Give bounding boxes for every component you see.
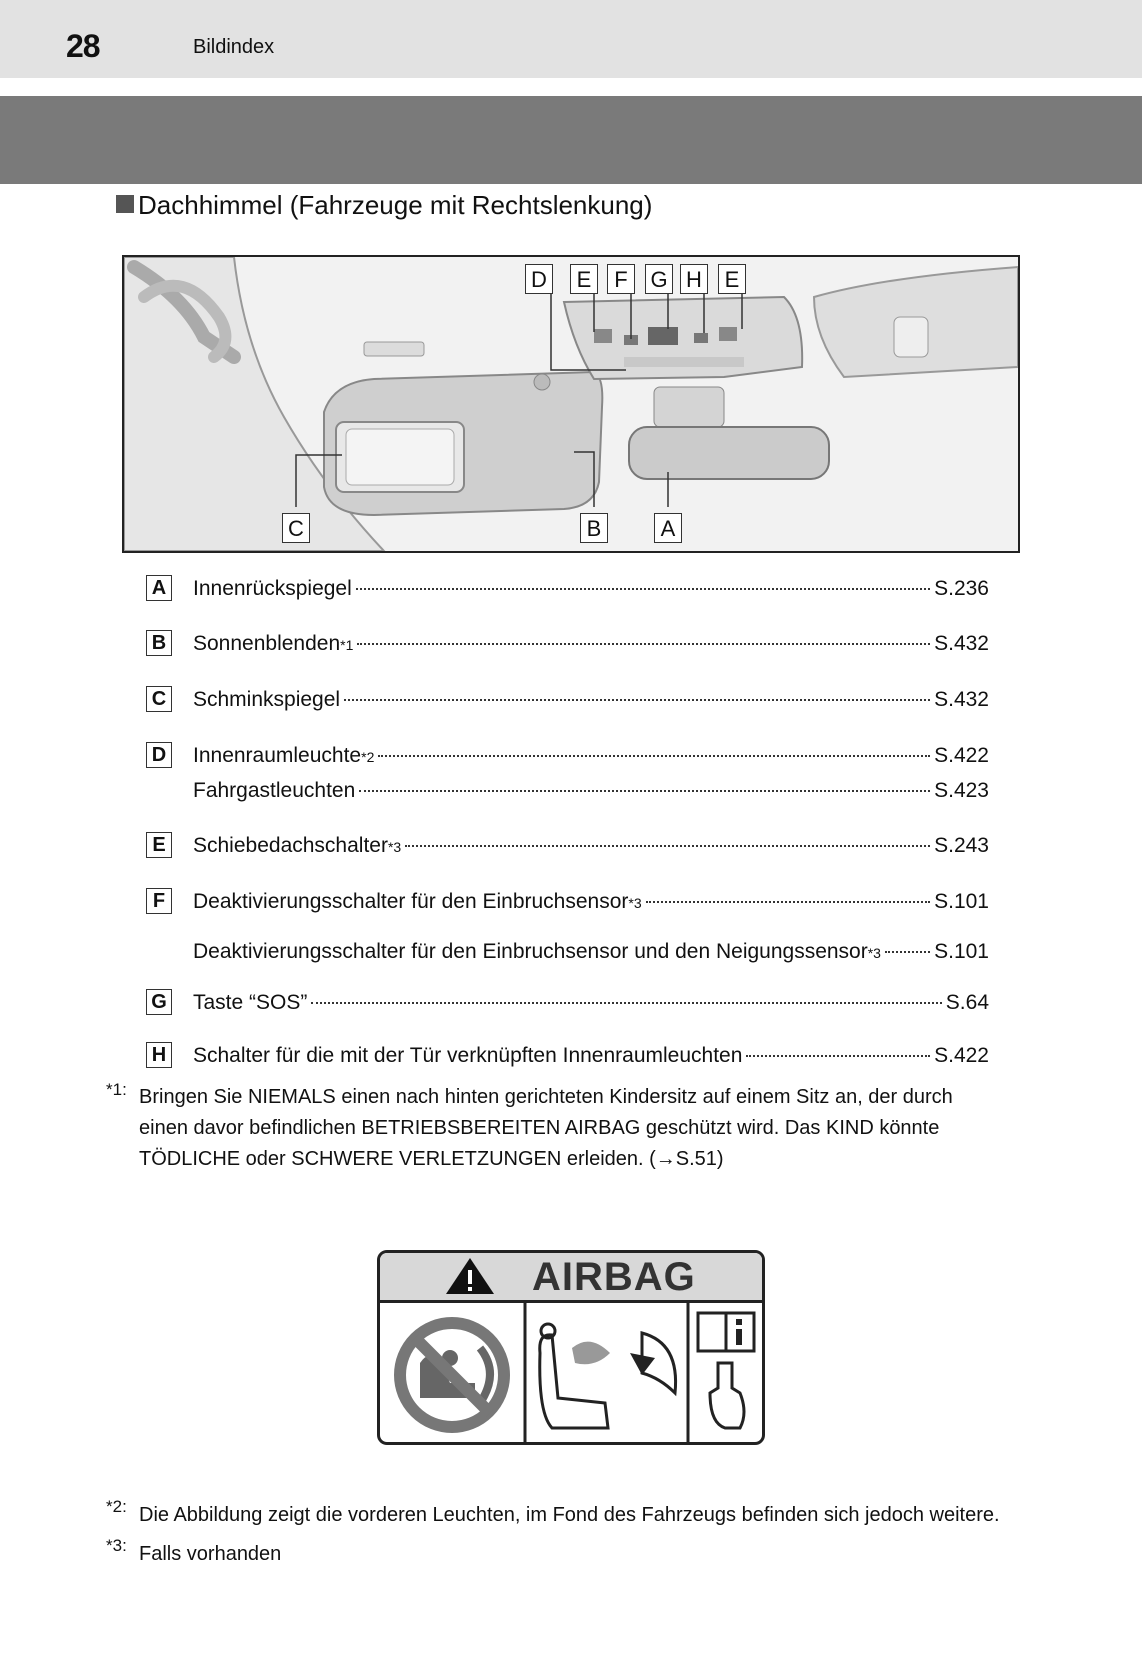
- letter-badge: B: [146, 630, 172, 656]
- list-item: [146, 938, 989, 966]
- callout-g: G: [645, 264, 673, 294]
- footnote-3: Falls vorhanden: [139, 1543, 282, 1565]
- list-item: [146, 686, 989, 714]
- airbag-warning-label: [377, 1250, 765, 1445]
- callout-e: E: [570, 264, 598, 294]
- footnote-ref: *1: [340, 637, 354, 653]
- page-ref[interactable]: S.423: [934, 779, 989, 802]
- callout-d: D: [525, 264, 553, 294]
- page-number: 28: [66, 28, 100, 64]
- footnote-ref: *3: [387, 839, 402, 855]
- footnote-ref: *3: [867, 945, 881, 961]
- entry-label: Sonnenblenden: [193, 632, 341, 655]
- list-item: [146, 742, 989, 770]
- letter-badge: H: [146, 1042, 172, 1068]
- warning-title: AIRBAG: [532, 1255, 696, 1299]
- page-ref[interactable]: S.101: [934, 940, 989, 963]
- heading-text: Dachhimmel (Fahrzeuge mit Rechtslenkung): [138, 190, 653, 220]
- page-ref[interactable]: S.101: [934, 890, 989, 913]
- no-rear-facing-seat-icon: [400, 1323, 504, 1427]
- section-heading: [116, 190, 652, 221]
- page-ref[interactable]: S.432: [934, 688, 989, 711]
- list-item: [146, 575, 989, 603]
- footnote-1-mark: *1:: [106, 1080, 127, 1099]
- page-header: [0, 0, 1142, 78]
- letter-badge: G: [146, 989, 172, 1015]
- page-ref[interactable]: S.422: [934, 744, 989, 767]
- entry-label: Taste “SOS”: [193, 991, 308, 1014]
- page-ref[interactable]: S.432: [934, 632, 989, 655]
- seat-airbag-icon: [540, 1324, 676, 1428]
- read-manual-icon: [698, 1313, 754, 1428]
- footnote-ref: *3: [628, 895, 642, 911]
- headliner-illustration: [122, 255, 1020, 553]
- entry-label: Schalter für die mit der Tür verknüpften Innenraumleuchten: [193, 1044, 743, 1067]
- list-item: [146, 1042, 989, 1070]
- entry-label: Schiebedachschalter: [193, 834, 388, 857]
- list-item: [146, 989, 989, 1017]
- square-bullet-icon: [116, 195, 134, 213]
- letter-badge: F: [146, 888, 172, 914]
- section-label: Bildindex: [193, 36, 275, 58]
- warning-header: [380, 1253, 762, 1303]
- letter-badge: C: [146, 686, 172, 712]
- letter-badge: A: [146, 575, 172, 601]
- footnote-2-mark: *2:: [106, 1497, 127, 1516]
- entry-label: Schminkspiegel: [193, 688, 341, 711]
- callout-b: B: [580, 513, 608, 543]
- headliner-drawing: [124, 257, 1018, 551]
- list-item: [146, 832, 989, 860]
- footnote-1: [139, 1082, 953, 1175]
- footnote-2: Die Abbildung zeigt die vorderen Leuchten, im Fond des Fahrzeugs befinden sich jedoch weitere.: [139, 1504, 1000, 1526]
- footnote-1-line: Bringen Sie NIEMALS einen nach hinten gerichteten Kindersitz auf einem Sitz an, der durch: [139, 1086, 953, 1108]
- warning-triangle-icon: [440, 1254, 500, 1298]
- callout-h: H: [680, 264, 708, 294]
- letter-badge: E: [146, 832, 172, 858]
- letter-badge: D: [146, 742, 172, 768]
- footnote-3-mark: *3:: [106, 1536, 127, 1555]
- list-item: [146, 777, 989, 805]
- page-ref[interactable]: S.243: [934, 834, 989, 857]
- callout-a: A: [654, 513, 682, 543]
- entry-label: Deaktivierungsschalter für den Einbruchsensor und den Neigungssensor: [193, 940, 868, 963]
- entry-label: Innenrückspiegel: [193, 577, 352, 600]
- list-item: [146, 630, 989, 658]
- footnote-1-line: einen davor befindlichen BETRIEBSBEREITEN AIRBAG geschützt wird. Das KIND könnte: [139, 1117, 940, 1139]
- entry-label: Innenraumleuchte: [193, 744, 362, 767]
- entry-label: Deaktivierungsschalter für den Einbruchsensor: [193, 890, 629, 913]
- callout-c: C: [282, 513, 310, 543]
- header-band: [0, 96, 1142, 184]
- footnote-1-line: TÖDLICHE oder SCHWERE VERLETZUNGEN erleiden. (→S.51): [139, 1148, 724, 1170]
- list-item: [146, 888, 989, 916]
- page-ref[interactable]: S.236: [934, 577, 989, 600]
- warning-pictograms: [380, 1303, 762, 1443]
- footnote-ref: *2: [361, 749, 375, 765]
- page-ref[interactable]: S.422: [934, 1044, 989, 1067]
- entry-label: Fahrgastleuchten: [193, 779, 356, 802]
- callout-f: F: [607, 264, 635, 294]
- callout-e-2: E: [718, 264, 746, 294]
- page-ref[interactable]: S.64: [945, 991, 989, 1014]
